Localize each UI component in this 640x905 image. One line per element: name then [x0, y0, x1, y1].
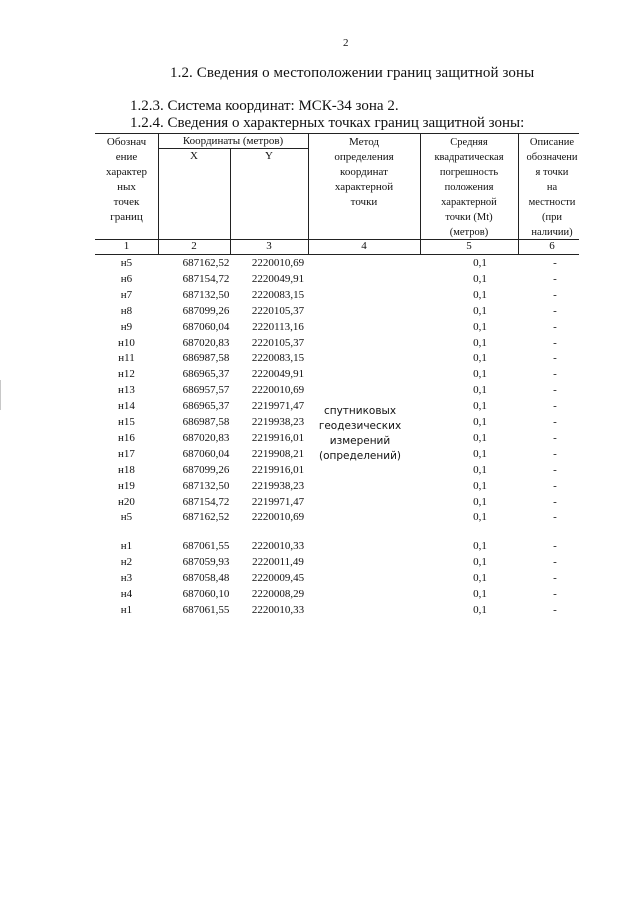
y-coordinate: 2220083,15: [251, 288, 305, 301]
y-coordinate: 2219916,01: [251, 431, 305, 444]
error-value: 0,1: [473, 479, 487, 492]
point-id: н11: [118, 352, 135, 365]
error-value: 0,1: [473, 336, 487, 349]
y-coordinate: 2220113,16: [252, 320, 304, 333]
description-value: -: [553, 384, 557, 397]
point-id: н1: [120, 540, 133, 552]
table-row: [95, 256, 575, 271]
error-value: 0,1: [473, 416, 487, 428]
table-row: [95, 479, 575, 494]
description-value: -: [553, 272, 557, 285]
column-number: 6: [549, 240, 555, 252]
error-value: 0,1: [473, 511, 487, 524]
x-coordinate: 687162,52: [182, 257, 230, 269]
table-row: [95, 495, 575, 510]
coordinate-system-line: 1.2.3. Система координат: МСК-34 зона 2.: [130, 98, 399, 114]
point-id: н4: [120, 587, 133, 600]
description-value: -: [553, 555, 557, 568]
column-number: 4: [361, 240, 367, 252]
point-id: н13: [118, 384, 135, 397]
x-coordinate: 687059,93: [182, 555, 230, 568]
x-coordinate: 687154,72: [182, 495, 230, 508]
table-row: [95, 367, 575, 382]
description-value: -: [553, 479, 557, 492]
description-value: -: [553, 431, 557, 444]
table-row: [95, 555, 575, 570]
column-number-underline: [95, 254, 579, 255]
y-coordinate: 2220049,91: [251, 368, 305, 381]
description-value: -: [553, 603, 557, 616]
x-coordinate: 687020,83: [182, 431, 230, 444]
point-id: н10: [118, 336, 135, 349]
point-id: н12: [118, 368, 135, 381]
y-coordinate: 2220010,33: [251, 540, 305, 552]
error-value: 0,1: [473, 463, 487, 476]
x-coordinate: 687061,55: [182, 603, 230, 616]
point-id: н7: [120, 288, 133, 301]
point-id: н14: [118, 400, 135, 413]
y-coordinate: 2219971,47: [251, 495, 305, 508]
error-value: 0,1: [473, 257, 487, 269]
x-coordinate: 686987,58: [182, 416, 230, 428]
description-value: -: [553, 288, 557, 301]
point-id: н16: [118, 431, 135, 444]
y-coordinate: 2220010,69: [251, 384, 305, 397]
point-id: н17: [118, 447, 135, 460]
point-id: н3: [120, 571, 133, 584]
table-row: [95, 510, 575, 525]
x-coordinate: 687162,52: [182, 511, 230, 524]
y-coordinate: 2220083,15: [251, 352, 305, 365]
error-value: 0,1: [473, 447, 487, 460]
x-header: X: [190, 150, 198, 162]
y-coordinate: 2219916,01: [251, 463, 305, 476]
error-value: 0,1: [473, 288, 487, 301]
table-row: [95, 272, 575, 287]
table-row: [95, 447, 575, 462]
point-id: н5: [120, 257, 133, 269]
point-id: н5: [120, 511, 133, 524]
x-coordinate: 686987,58: [182, 352, 230, 365]
error-value: 0,1: [473, 352, 487, 365]
x-coordinate: 686957,57: [182, 384, 230, 397]
table-row: [95, 571, 575, 586]
error-value: 0,1: [473, 603, 487, 616]
error-value: 0,1: [473, 571, 487, 584]
column-number: 5: [466, 240, 472, 252]
point-id: н8: [120, 304, 133, 317]
error-value: 0,1: [473, 495, 487, 508]
error-header: Средняя квадратическая погрешность положения характерной точки (Mt) (метров): [434, 137, 504, 238]
y-coordinate: 2220009,45: [251, 571, 305, 584]
error-value: 0,1: [473, 368, 487, 381]
description-value: -: [553, 336, 557, 349]
table-row: [95, 351, 575, 366]
error-value: 0,1: [473, 540, 487, 552]
description-value: -: [553, 352, 557, 365]
table-row: [95, 415, 575, 430]
x-coordinate: 687060,04: [182, 320, 230, 333]
y-coordinate: 2219938,23: [251, 416, 305, 428]
y-coordinate: 2219938,23: [251, 479, 305, 492]
column-number: 2: [191, 240, 197, 252]
description-value: -: [553, 416, 557, 428]
x-coordinate: 687061,55: [182, 540, 230, 552]
y-coordinate: 2220105,37: [251, 304, 305, 317]
error-value: 0,1: [473, 320, 487, 333]
method-value: спутниковых геодезических измерений (определений): [318, 405, 402, 462]
coords-header: Координаты (метров): [182, 135, 284, 147]
y-coordinate: 2220010,69: [251, 257, 305, 269]
x-coordinate: 687154,72: [182, 272, 230, 285]
x-coordinate: 687060,10: [182, 587, 230, 600]
table-row: [95, 336, 575, 351]
description-value: -: [553, 587, 557, 600]
column-number: 3: [266, 240, 272, 252]
error-value: 0,1: [473, 431, 487, 444]
description-value: -: [553, 571, 557, 584]
x-coordinate: 686965,37: [182, 400, 230, 413]
x-coordinate: 687099,26: [182, 304, 230, 317]
description-value: -: [553, 495, 557, 508]
y-coordinate: 2220010,69: [251, 511, 305, 524]
error-value: 0,1: [473, 400, 487, 413]
y-coordinate: 2220011,49: [252, 555, 304, 568]
page-number: 2: [343, 37, 349, 49]
column-divider: [230, 148, 231, 255]
description-value: -: [553, 447, 557, 460]
table-row: [95, 304, 575, 319]
table-row: [95, 320, 575, 335]
table-row: [95, 431, 575, 446]
error-value: 0,1: [473, 587, 487, 600]
table-row: [95, 603, 575, 618]
table-row: [95, 463, 575, 478]
point-id: н18: [118, 463, 135, 476]
description-value: -: [553, 511, 557, 524]
method-header: Метод определения координат характерной точки: [334, 136, 394, 208]
y-coordinate: 2220049,91: [251, 272, 305, 285]
y-coordinate: 2220010,33: [251, 603, 305, 616]
point-id: н9: [120, 320, 133, 333]
table-row: [95, 383, 575, 398]
description-value: -: [553, 463, 557, 476]
error-value: 0,1: [473, 304, 487, 317]
error-value: 0,1: [473, 555, 487, 568]
point-id: н1: [120, 603, 133, 616]
column-number: 1: [123, 240, 130, 252]
x-coordinate: 687020,83: [182, 336, 230, 349]
y-header: Y: [265, 150, 273, 162]
error-value: 0,1: [473, 384, 487, 397]
table-row: [95, 288, 575, 303]
y-coordinate: 2219971,47: [251, 400, 305, 413]
point-id: н20: [118, 495, 135, 508]
x-coordinate: 687132,50: [182, 288, 230, 301]
scan-artifact: [0, 380, 1, 410]
points-info-line: 1.2.4. Сведения о характерных точках границ защитной зоны:: [130, 115, 525, 131]
x-coordinate: 687132,50: [182, 479, 230, 492]
description-value: -: [553, 400, 557, 413]
y-coordinate: 2219908,21: [251, 447, 305, 460]
section-heading: 1.2. Сведения о местоположении границ защитной зоны: [170, 65, 535, 81]
x-coordinate: 687060,04: [182, 447, 230, 460]
point-id: н2: [120, 555, 133, 568]
description-value: -: [553, 540, 557, 552]
x-coordinate: 687099,26: [182, 463, 230, 476]
description-header: Описание обозначени я точки на местности (при наличии): [526, 137, 578, 238]
y-coordinate: 2220105,37: [251, 336, 305, 349]
x-coordinate: 687058,48: [182, 571, 230, 584]
y-coordinate: 2220008,29: [251, 587, 305, 600]
table-row: [95, 539, 575, 554]
description-value: -: [553, 257, 557, 269]
table-row: [95, 587, 575, 602]
point-label-header: Обознач ение характер ных точек границ: [105, 136, 147, 223]
description-value: -: [553, 368, 557, 381]
table-row: [95, 399, 575, 414]
description-value: -: [553, 304, 557, 317]
x-coordinate: 686965,37: [182, 368, 230, 381]
point-id: н6: [120, 272, 133, 285]
point-id: н19: [118, 479, 135, 492]
error-value: 0,1: [473, 272, 487, 285]
description-value: -: [553, 320, 557, 333]
point-id: н15: [118, 416, 135, 428]
